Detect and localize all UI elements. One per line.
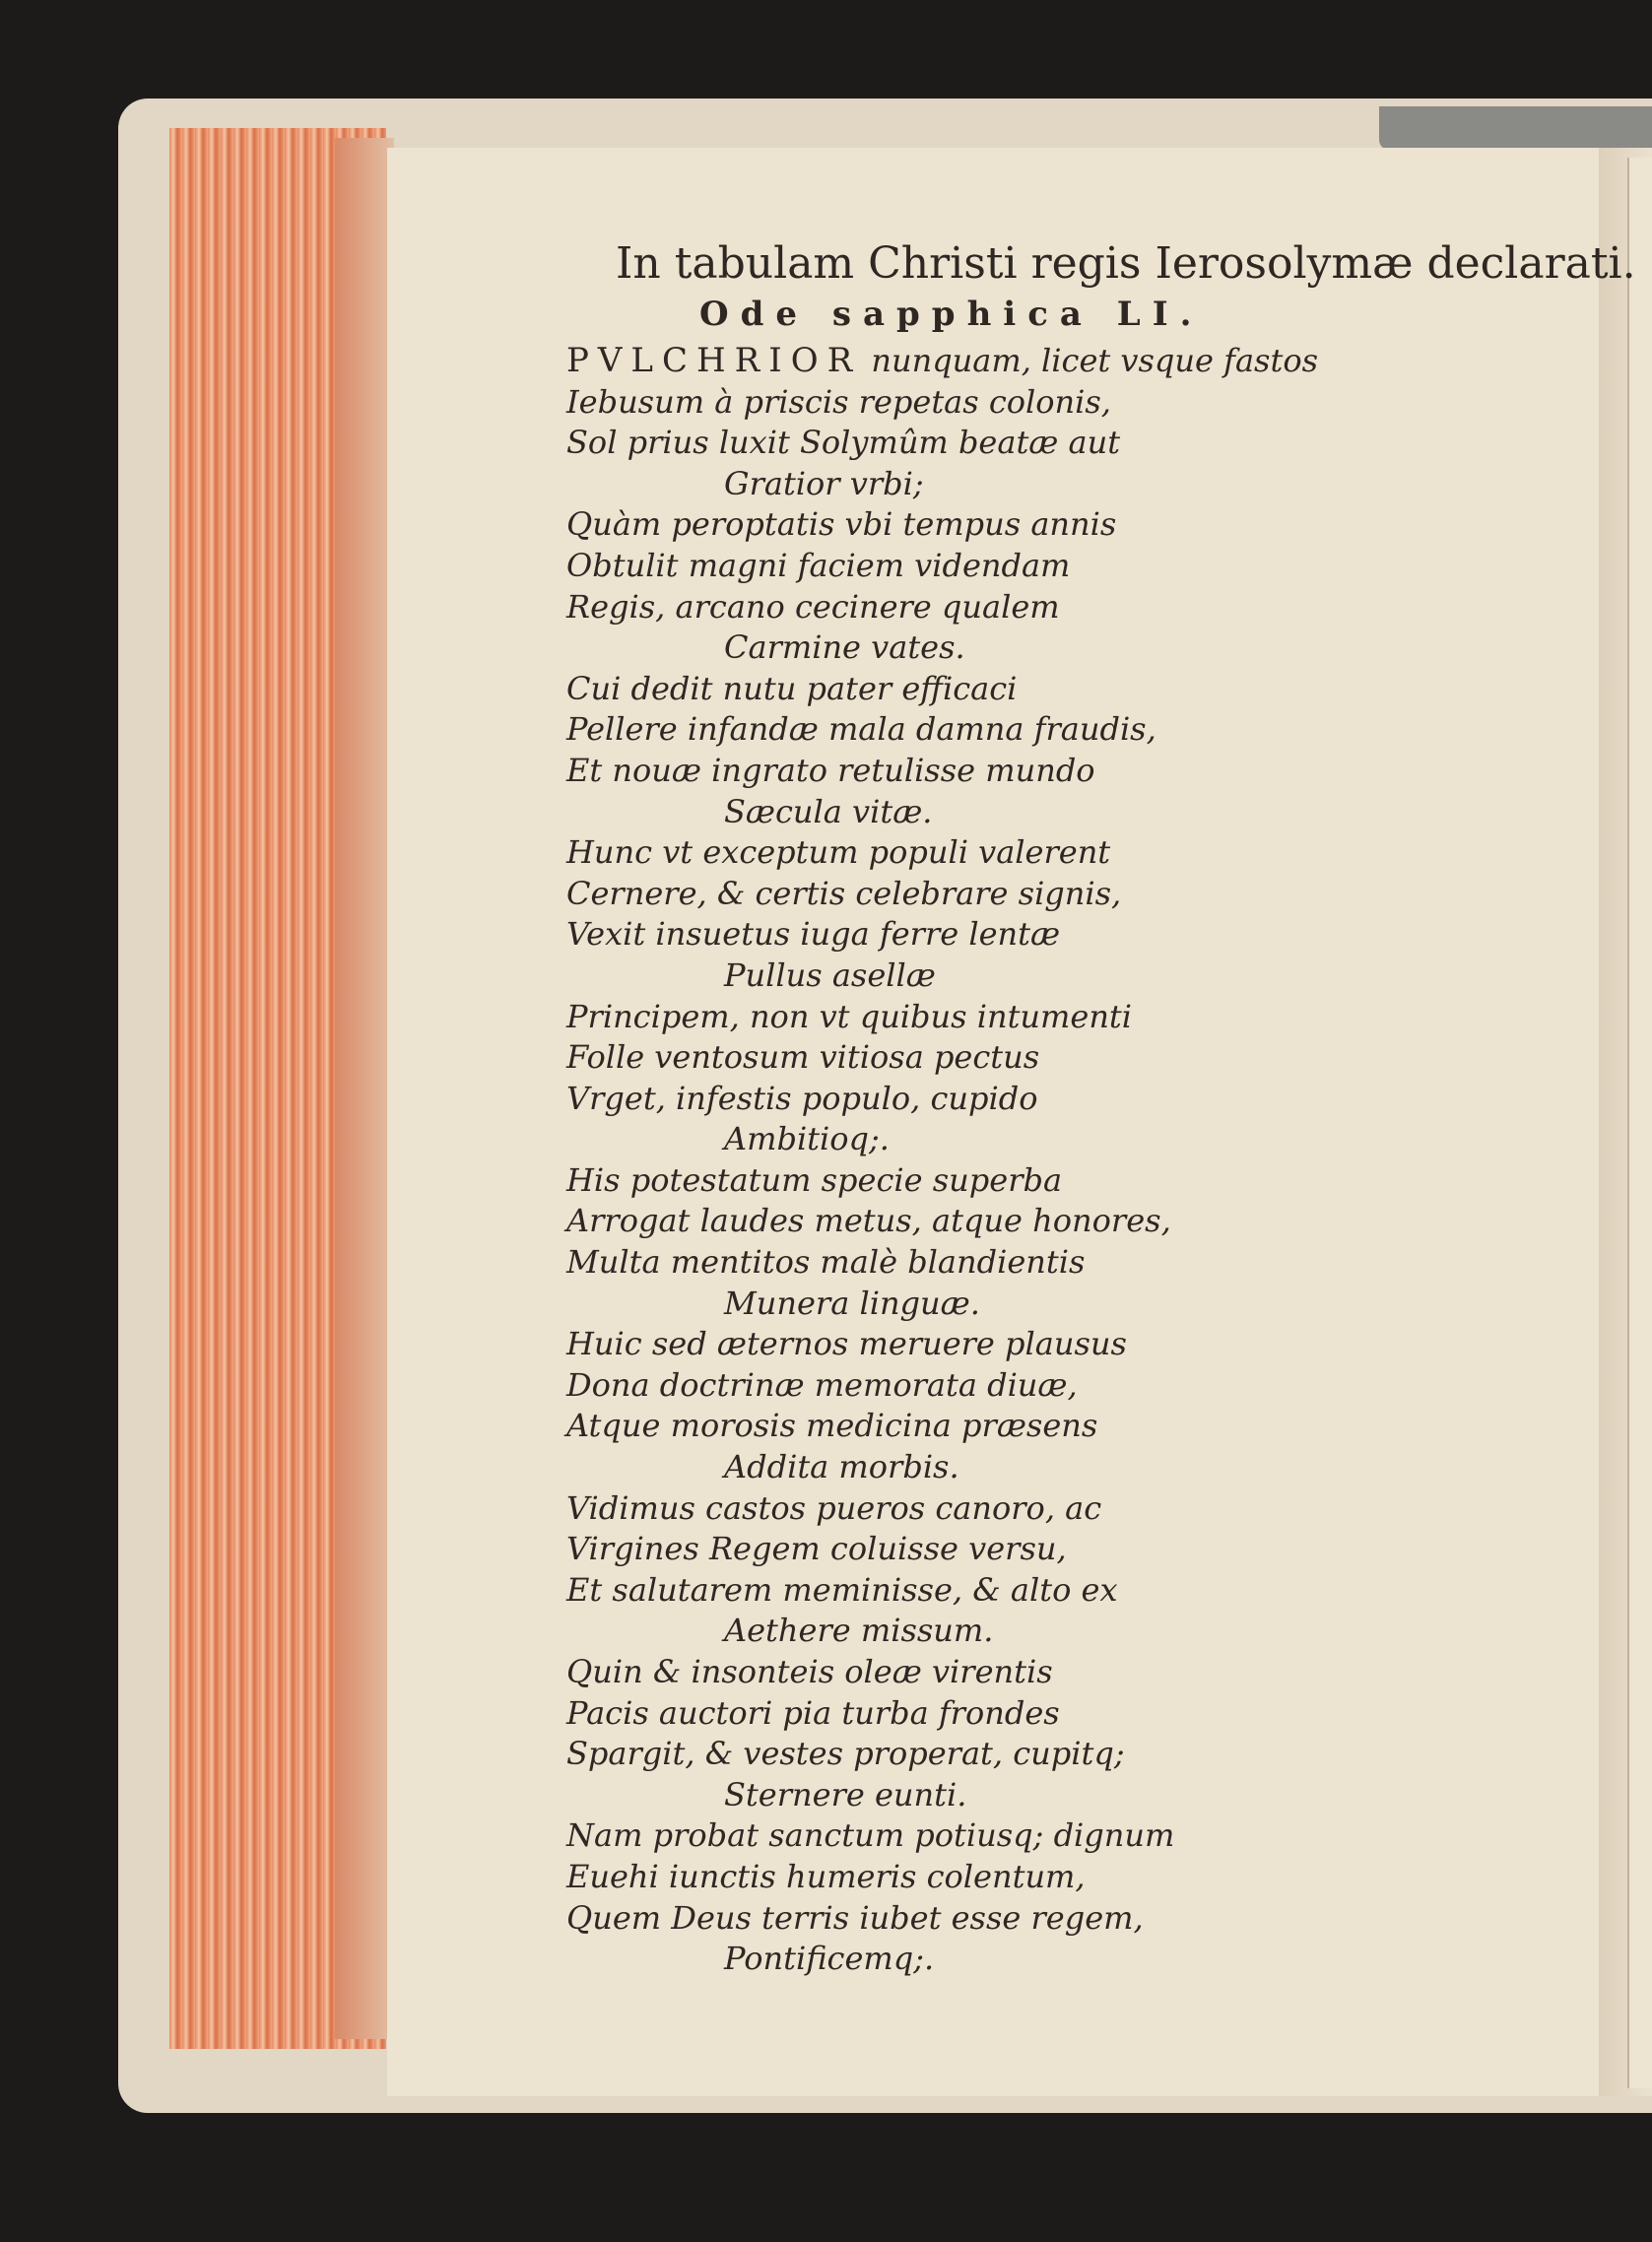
verse-line-adonic: Carmine vates. <box>724 628 965 667</box>
verse-line-adonic: Sternere eunti. <box>724 1775 967 1813</box>
verse-line: Hunc vt exceptum populi valerent <box>566 833 1111 872</box>
verse-line: Quàm peroptatis vbi tempus annis <box>566 505 1117 544</box>
verse-line: Folle ventosum vitiosa pectus <box>566 1038 1040 1077</box>
verse-block <box>566 341 1318 1980</box>
verse-first-line-rest: nunquam, licet vsque fastos <box>861 342 1318 379</box>
verse-line-adonic: Sæcula vitæ. <box>724 792 933 830</box>
verse-line: Cernere, & certis celebrare signis, <box>566 874 1122 912</box>
verse-line-adonic: Pontificemq;. <box>724 1940 935 1978</box>
verse-line-adonic: Munera linguæ. <box>724 1284 980 1322</box>
verse-line: Vidimus castos pueros canoro, ac <box>566 1488 1102 1527</box>
verse-line: Cui dedit nutu pater efficaci <box>566 669 1018 707</box>
verse-line: Huic sed æternos meruere plausus <box>566 1325 1127 1363</box>
verse-line-adonic: Addita morbis. <box>724 1448 959 1486</box>
verse-line: His potestatum specie superba <box>566 1160 1063 1199</box>
verse-line: Multa mentitos malè blandientis <box>566 1243 1086 1282</box>
verse-initial-word: PVLCHRIOR <box>566 341 862 380</box>
page-heading: In tabulam Christi regis Ierosolymæ declarati. <box>616 238 1636 289</box>
verse-line: Virgines Regem coluisse versu, <box>566 1530 1067 1568</box>
verse-line <box>566 341 1318 382</box>
page-text <box>414 236 1636 2000</box>
verse-line: Et salutarem meminisse, & alto ex <box>566 1570 1118 1609</box>
verse-line: Pellere infandæ mala damna fraudis, <box>566 710 1156 749</box>
page-edge-shadow <box>335 138 394 2039</box>
verse-line: Nam probat sanctum potiusq; dignum <box>566 1816 1175 1855</box>
verse-line: Quin & insonteis oleæ virentis <box>566 1653 1053 1690</box>
ode-title: Ode sapphica LI. <box>699 295 1204 334</box>
verse-line: Sol prius luxit Solymûm beatæ aut <box>566 424 1121 462</box>
verse-line: Vexit insuetus iuga ferre lentæ <box>566 915 1061 954</box>
verse-line: Et nouæ ingrato retulisse mundo <box>566 751 1095 789</box>
verse-line: Vrget, infestis populo, cupido <box>566 1079 1038 1117</box>
verse-line: Spargit, & vestes properat, cupitq; <box>566 1735 1125 1773</box>
verse-line: Principem, non vt quibus intumenti <box>566 997 1133 1035</box>
verse-line-adonic: Aethere missum. <box>724 1612 994 1650</box>
verse-line: Atque morosis medicina præsens <box>566 1407 1098 1445</box>
verse-line-adonic: Pullus asellæ <box>724 956 936 994</box>
verse-line: Dona doctrinæ memorata diuæ, <box>566 1365 1078 1404</box>
book-cover-edge <box>1379 106 1652 150</box>
verse-line: Quem Deus terris iubet esse regem, <box>566 1898 1144 1937</box>
verse-line-adonic: Gratior vrbi; <box>724 464 924 502</box>
facing-page-edge <box>1627 158 1652 2088</box>
verse-line: Iebusum à priscis repetas colonis, <box>566 382 1111 421</box>
verse-line: Arrogat laudes metus, atque honores, <box>566 1202 1171 1240</box>
verse-line: Regis, arcano cecinere qualem <box>566 587 1060 626</box>
verse-line-adonic: Ambitioq;. <box>724 1120 890 1158</box>
verse-line: Euehi iunctis humeris colentum, <box>566 1857 1086 1895</box>
verse-line: Obtulit magni faciem videndam <box>566 546 1071 584</box>
verse-line: Pacis auctori pia turba frondes <box>566 1693 1060 1732</box>
